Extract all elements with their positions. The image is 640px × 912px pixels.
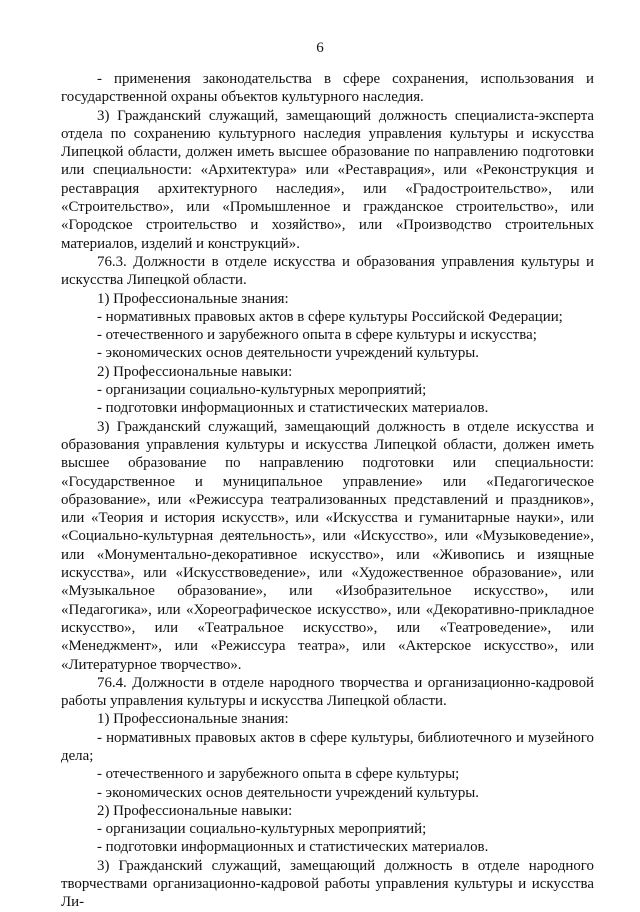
list-item: 2) Профессиональные навыки: [97, 802, 293, 819]
list-item: 2) Профессиональные навыки: [97, 363, 293, 380]
list-item: - нормативных правовых актов в сфере культуры, библиотечного и музейного дела; [61, 729, 594, 764]
paragraph: 76.4. Должности в отделе народного творчества и организационно-кадровой работы управления культуры и искусства Липецкой области. [61, 674, 594, 710]
list-item: - нормативных правовых актов в сфере культуры Российской Федерации; [97, 308, 563, 325]
list-item: - отечественного и зарубежного опыта в сфере культуры и искусства; [97, 327, 537, 344]
list-item: - подготовки информационных и статистических материалов. [97, 839, 489, 856]
list-item: - организации социально-культурных мероприятий; [97, 382, 427, 399]
list-item: - организации социально-культурных мероприятий; [97, 821, 427, 838]
list-item: - экономических основ деятельности учреждений культуры. [97, 784, 480, 801]
paragraph: 3) Гражданский служащий, замещающий должность в отделе народного творчествами организационно-кадровой работы управления культуры и искусства Ли- [61, 857, 594, 911]
list-item: - экономических основ деятельности учреждений культуры. [97, 345, 480, 362]
list-item: - подготовки информационных и статистических материалов. [97, 400, 489, 417]
paragraph: - применения законодательства в сфере сохранения, использования и государственной охраны объектов культурного наследия. [61, 71, 594, 106]
page-number: 6 [316, 40, 324, 56]
paragraph: 76.3. Должности в отделе искусства и образования управления культуры и искусства Липецкой области. [61, 253, 594, 289]
document-body [61, 70, 594, 912]
paragraph: 3) Гражданский служащий, замещающий должность в отделе искусства и образования управления культуры и искусства Липецкой области, должен иметь высшее образование по направлению подготовки или специальности: «Государственное и муниципальное управление» или «Педагогическое образование», или «Режиссура театрализованных представлений и праздников», или «Теория и история искусств», или «Искусства и гуманитарные науки», или «Социально-культурная деятельность», или «Искусство», или «Музыковедение», или «Монументально-декоративное искусство», или «Живопись и изящные искусства», или «Искусствоведение», или «Художественное образование», или «Музыкальное образование», или «Изобразительное искусство», или «Педагогика», или «Хореографическое искусство», или «Декоративно-прикладное искусство», или «Театральное искусство», или «Театроведение», или «Менеджмент», или «Режиссура театра», или «Актерское искусство», или «Литературное творчество». [61, 418, 594, 673]
list-item: 1) Профессиональные знания: [97, 290, 289, 307]
paragraph: 3) Гражданский служащий, замещающий должность специалиста-эксперта отдела по сохранению культурного наследия управления культуры и искусства Липецкой области, должен иметь высшее образование по направлению подготовки или специальности: «Архитектура» или «Реставрация», или «Реконструкция и реставрация архитектурного наследия», или «Градостроительство», или «Строительство», или «Промышленное и гражданское строительство», или «Городское строительство и хозяйство», или «Производство строительных материалов, изделий и конструкций». [61, 107, 594, 252]
list-item: 1) Профессиональные знания: [97, 711, 289, 728]
list-item: - отечественного и зарубежного опыта в сфере культуры; [97, 766, 460, 783]
